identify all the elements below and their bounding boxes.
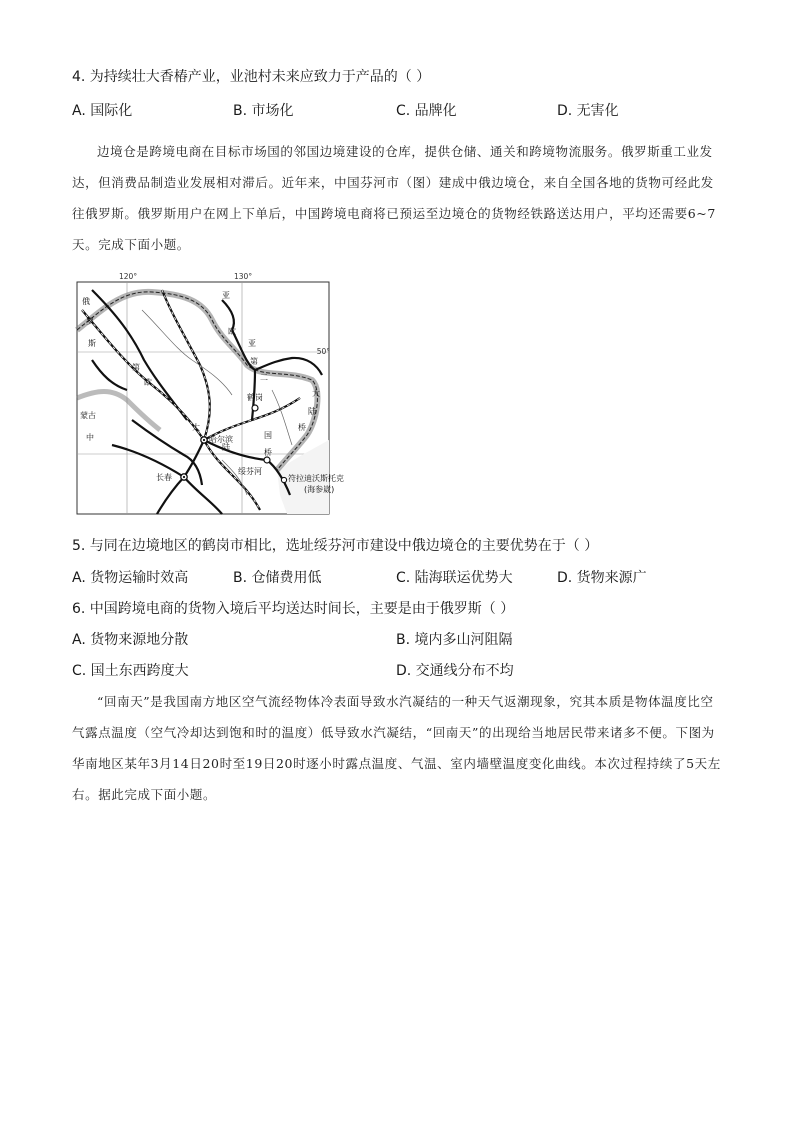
railway-map xyxy=(72,270,344,518)
q4-option-b[interactable]: B. 市场化 xyxy=(233,103,294,119)
lat-label-50: 50° xyxy=(316,347,330,356)
q4-stem: 4. 为持续壮大香椿产业，业池村未来应致力于产品的（ ） xyxy=(72,69,431,85)
q5-stem: 5. 与同在边境地区的鹤岗市相比，选址绥芬河市建设中俄边境仓的主要优势在于（ ） xyxy=(72,538,599,554)
label-mongolia: 蒙古 xyxy=(80,411,96,420)
city-vladivostok-label: 符拉迪沃斯托克 xyxy=(288,474,344,483)
city-vladivostok-alt-label: (海参崴) xyxy=(304,485,335,494)
label-bridge-4: 桥 xyxy=(264,448,272,457)
label-bridge-9: 大 xyxy=(312,389,320,398)
passage-border-warehouse-text: 边境仓是跨境电商在目标市场国的邻国边境建设的仓库，提供仓储、通关和跨境物流服务。俄罗斯重工业发达，但消费品制造业发展相对滞后。近年来，中国芬河市（图）建成中俄边境仓，来自全国各地的货物可经此发往俄罗斯。俄罗斯用户在网上下单后，中国跨境电商将已预运至边境仓的货物经铁路送达用户，平均还需要6~7天。完成下面小题。 xyxy=(72,144,716,252)
q4-option-d[interactable]: D. 无害化 xyxy=(557,103,619,119)
city-suifenhe-label: 绥芬河 xyxy=(238,467,262,476)
q6-option-b[interactable]: B. 境内多山河阻隔 xyxy=(396,632,513,648)
label-asia-1: 亚 xyxy=(222,291,230,300)
label-eu-1: 欧 xyxy=(228,327,236,336)
passage-border-warehouse xyxy=(72,136,722,260)
q6-stem: 6. 中国跨境电商的货物入境后平均送达时间长，主要是由于俄罗斯（ ） xyxy=(72,601,515,617)
q4-option-c[interactable]: C. 品牌化 xyxy=(396,103,457,119)
q6-option-d[interactable]: D. 交通线分布不均 xyxy=(396,663,514,679)
q5-option-b[interactable]: B. 仓储费用低 xyxy=(233,570,322,586)
label-bridge-11: 桥 xyxy=(298,423,306,432)
city-hegang-label: 鹤岗 xyxy=(247,393,263,402)
label-bridge-7: 第 xyxy=(250,357,258,366)
label-bridge-5: 亚 xyxy=(248,339,256,348)
label-russia-2: 罗 xyxy=(86,317,94,326)
label-russia-1: 俄 xyxy=(82,297,90,306)
railway-map-figure xyxy=(72,270,344,518)
label-bridge-2: 大 xyxy=(192,423,200,432)
lon-label-120: 120° xyxy=(119,272,138,281)
passage-huinantian xyxy=(72,686,722,810)
label-bridge-8: 二 xyxy=(260,373,268,382)
label-china-1: 中 xyxy=(86,433,94,442)
city-changchun xyxy=(156,472,187,482)
q5-option-d[interactable]: D. 货物来源广 xyxy=(557,570,647,586)
city-harbin-label: 哈尔滨 xyxy=(209,435,233,444)
label-bridge-3: 陆 xyxy=(222,443,230,452)
city-changchun-label: 长春 xyxy=(156,473,172,482)
passage-huinantian-text: “回南天”是我国南方地区空气流经物体冷表面导致水汽凝结的一种天气返潮现象，究其本质是物体温度比空气露点温度（空气冷却达到饱和时的温度）低导致水汽凝结，“回南天”的出现给当地居民带来诸多不便。下图为华南地区某年3月14日20时至19日20时逐小时露点温度、气温、室内墙壁温度变化曲线。本次过程持续了5天左右。据此完成下面小题。 xyxy=(72,694,721,802)
q5-option-a[interactable]: A. 货物运输时效高 xyxy=(72,570,189,586)
label-bridge-6: 欧 xyxy=(144,378,152,387)
q4-option-a[interactable]: A. 国际化 xyxy=(72,103,133,119)
label-china-2: 国 xyxy=(264,431,272,440)
label-russia-3: 斯 xyxy=(88,339,96,348)
q6-option-c[interactable]: C. 国土东西跨度大 xyxy=(72,663,189,679)
q6-option-a[interactable]: A. 货物来源地分散 xyxy=(72,632,189,648)
lon-label-130: 130° xyxy=(234,272,253,281)
q5-option-c[interactable]: C. 陆海联运优势大 xyxy=(396,570,513,586)
label-bridge-1: 第 xyxy=(132,363,140,372)
label-bridge-10: 陆 xyxy=(308,407,316,416)
